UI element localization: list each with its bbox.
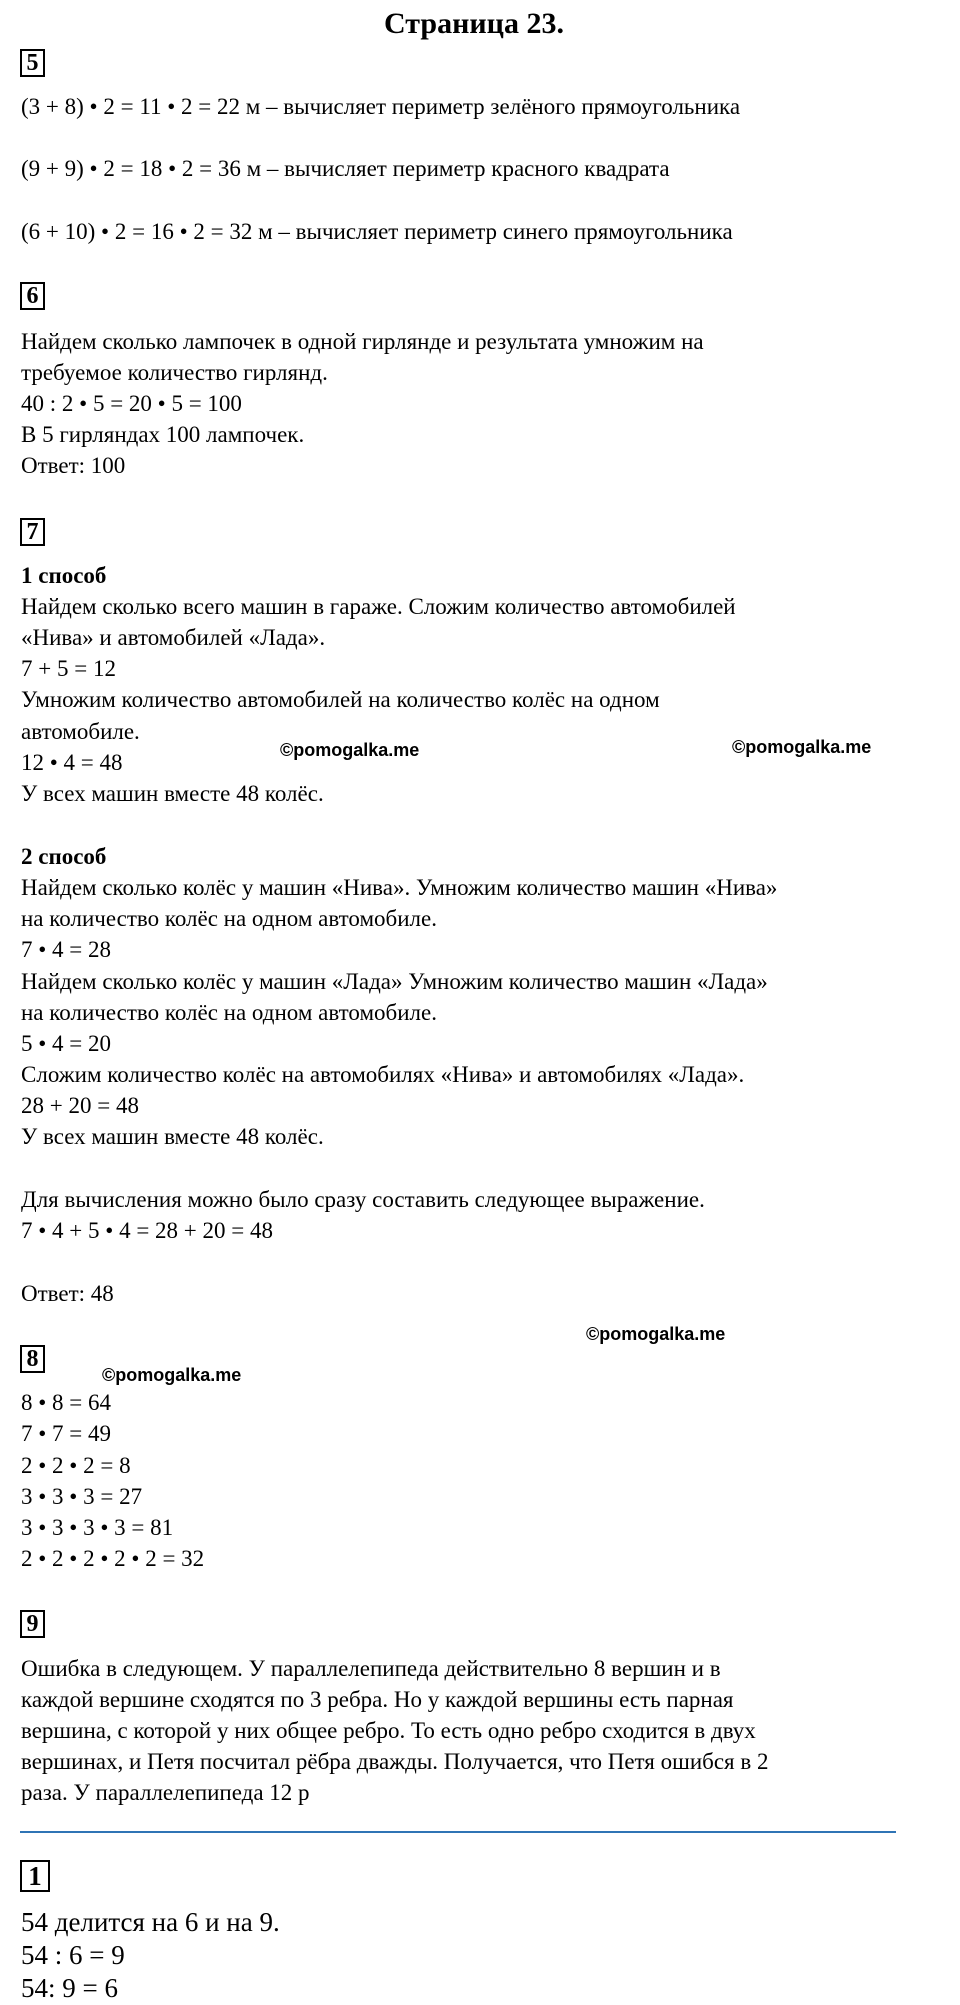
task-7-method-2-title: 2 способ (21, 844, 107, 869)
task-5-number: 5 (20, 49, 45, 77)
watermark: ©pomogalka.me (280, 740, 420, 760)
task-9-line: вершинах, и Петя посчитал рёбра дважды. Получается, что Петя ошибся в 2 (21, 1749, 769, 1774)
task-8-line: 3 • 3 • 3 = 27 (21, 1484, 143, 1509)
task-9-number: 9 (20, 1610, 45, 1638)
task-6-line: Ответ: 100 (21, 453, 126, 478)
task-8-line: 3 • 3 • 3 • 3 = 81 (21, 1515, 174, 1540)
task-6-line: 40 : 2 • 5 = 20 • 5 = 100 (21, 391, 242, 416)
task-6-number: 6 (20, 282, 45, 310)
task-7-method-1-line: 7 + 5 = 12 (21, 656, 116, 681)
task-7-expression-line: Для вычисления можно было сразу составить следующее выражение. (21, 1187, 705, 1212)
watermark: ©pomogalka.me (102, 1365, 242, 1385)
task-8-line: 7 • 7 = 49 (21, 1421, 112, 1446)
task-6-line: Найдем сколько лампочек в одной гирлянде и результата умножим на (21, 329, 704, 354)
task-5-line: (3 + 8) • 2 = 11 • 2 = 22 м – вычисляет периметр зелёного прямоугольника (21, 94, 741, 119)
task-1-number: 1 (20, 1860, 50, 1892)
task-7-method-1-line: автомобиле. (21, 719, 140, 744)
task-7-method-1-line: У всех машин вместе 48 колёс. (21, 781, 324, 806)
task-1-line: 54 : 6 = 9 (21, 1940, 125, 1970)
task-8-line: 8 • 8 = 64 (21, 1390, 112, 1415)
task-1-line: 54 делится на 6 и на 9. (21, 1907, 280, 1937)
task-7-method-1-line: Найдем сколько всего машин в гараже. Сложим количество автомобилей (21, 594, 736, 619)
watermark: ©pomogalka.me (732, 737, 872, 757)
task-7-method-1-line: Умножим количество автомобилей на количество колёс на одном (21, 687, 660, 712)
task-5-line: (9 + 9) • 2 = 18 • 2 = 36 м – вычисляет периметр красного квадрата (21, 156, 670, 181)
task-7-number: 7 (20, 518, 45, 546)
task-6-line: требуемое количество гирлянд. (21, 360, 328, 385)
task-7-method-2-line: Найдем сколько колёс у машин «Лада» Умножим количество машин «Лада» (21, 969, 768, 994)
task-7-method-2-line: 28 + 20 = 48 (21, 1093, 139, 1118)
task-7-method-1-line: 12 • 4 = 48 (21, 750, 123, 775)
task-8-number: 8 (20, 1345, 45, 1373)
task-9-line: каждой вершине сходятся по 3 ребра. Но у каждой вершины есть парная (21, 1687, 734, 1712)
task-7-method-2-line: Сложим количество колёс на автомобилях «Нива» и автомобилях «Лада». (21, 1062, 745, 1087)
page-title: Страница 23. (384, 7, 564, 40)
task-8-line: 2 • 2 • 2 = 8 (21, 1453, 131, 1478)
task-5-line: (6 + 10) • 2 = 16 • 2 = 32 м – вычисляет периметр синего прямоугольника (21, 219, 733, 244)
task-9-line: раза. У параллелепипеда 12 р (21, 1780, 310, 1805)
task-7-method-2-line: У всех машин вместе 48 колёс. (21, 1124, 324, 1149)
task-9-line: вершина, с которой у них общее ребро. То есть одно ребро сходится в двух (21, 1718, 756, 1743)
task-7-method-1-line: «Нива» и автомобилей «Лада». (21, 625, 326, 650)
task-6-line: В 5 гирляндах 100 лампочек. (21, 422, 305, 447)
section-divider (20, 1831, 896, 1833)
task-1-line: 54: 9 = 6 (21, 1973, 118, 2003)
task-9-line: Ошибка в следующем. У параллелепипеда действительно 8 вершин и в (21, 1656, 721, 1681)
task-8-line: 2 • 2 • 2 • 2 • 2 = 32 (21, 1546, 205, 1571)
task-7-expression-line: 7 • 4 + 5 • 4 = 28 + 20 = 48 (21, 1218, 273, 1243)
task-7-method-2-line: на количество колёс на одном автомобиле. (21, 906, 437, 931)
task-7-method-2-line: Найдем сколько колёс у машин «Нива». Умножим количество машин «Нива» (21, 875, 778, 900)
watermark: ©pomogalka.me (586, 1324, 726, 1344)
task-7-answer: Ответ: 48 (21, 1281, 114, 1306)
task-7-method-2-line: 5 • 4 = 20 (21, 1031, 112, 1056)
task-7-method-2-line: 7 • 4 = 28 (21, 937, 112, 962)
task-7-method-2-line: на количество колёс на одном автомобиле. (21, 1000, 437, 1025)
task-7-method-1-title: 1 способ (21, 563, 107, 588)
